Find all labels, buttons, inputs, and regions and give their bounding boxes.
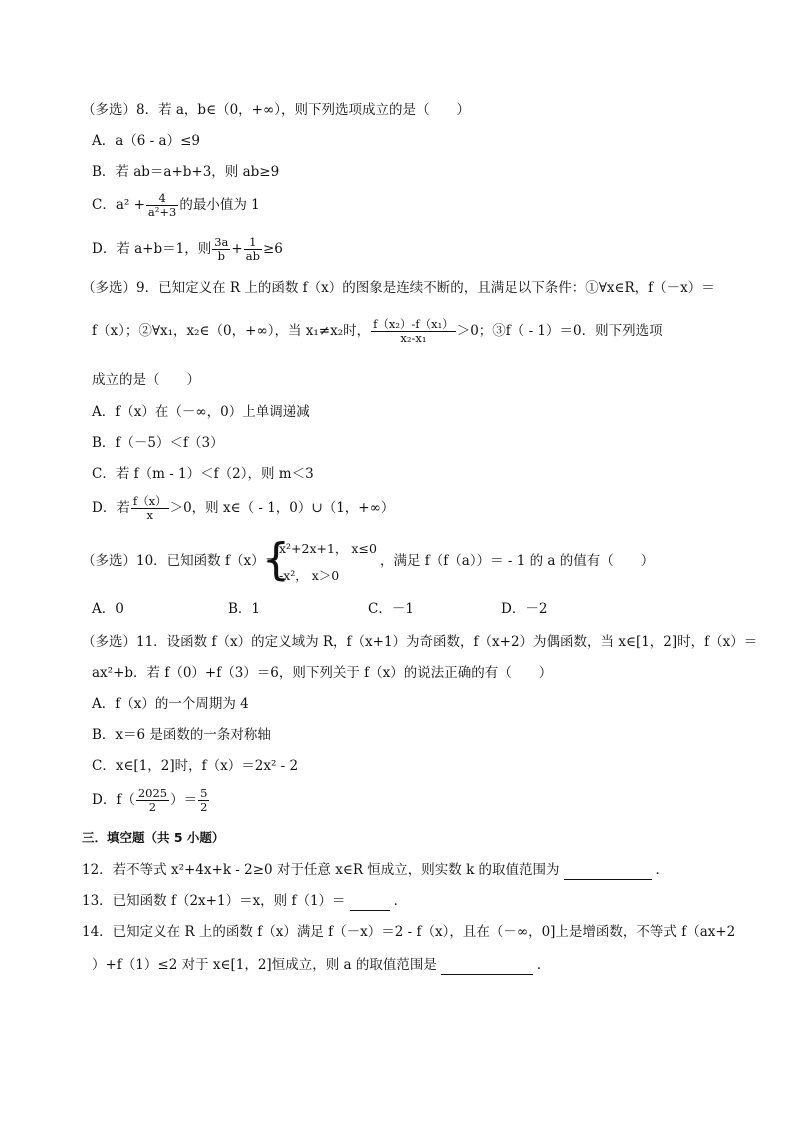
q8-stem: （多选）8．若 a，b∈（0，+∞），则下列选项成立的是（ ） [82,102,470,118]
q12 [82,860,669,880]
q9-line2 [92,313,663,349]
q9-option-c: C．若 f（m - 1）＜f（2），则 m＜3 [92,466,314,482]
q11-d-pre: D．f（ [92,792,135,808]
q13-post: ． [393,893,408,909]
q9-option-b: B．f（－5）＜f（3） [92,435,224,451]
q9-line2-post: ＞0；③f（ - 1）＝0．则下列选项 [456,323,663,339]
q8-option-a: A．a（6 - a）≤9 [92,133,200,149]
q9-d-num: f（x） [132,494,167,508]
q12-answer-blank[interactable] [564,865,652,880]
q14-text: ）+f（1）≤2 对于 x∈[1，2]恒成立，则 a 的取值范围是 [92,957,437,973]
q8-d-den1: b [217,249,225,263]
q8-d-num1: 3a [214,235,229,249]
q9-d-post: ＞0，则 x∈（ - 1，0）∪（1，+∞） [169,500,395,516]
q8-c-fraction [146,192,178,219]
section-heading: 三．填空题（共 5 小题） [82,830,225,845]
q10-option-d: D．－2 [501,601,548,617]
q10-option-a: A．0 [92,601,124,617]
q9-line1: （多选）9．已知定义在 R 上的函数 f（x）的图象是连续不断的，且满足以下条件：①∀x∈R，f（－x）＝ [82,280,715,296]
q10-stem-pre: （多选）10．已知函数 f（x）＝ [82,553,279,569]
q13-answer-blank[interactable] [350,896,390,911]
q8-c-num: 4 [146,192,178,206]
q8-c-pre: C．a² + [92,197,145,213]
q9-line2-pre: f（x）；②∀x₁，x₂∈（0，+∞），当 x₁≠x₂时， [92,323,371,339]
q12-post: ． [655,862,670,878]
q9-option-d [92,490,394,526]
q10-case1: x²+2x+1， x≤0 [279,541,377,556]
q10-option-b: B．1 [228,601,261,617]
q9-d-den: x [146,508,153,522]
q13-text: 13．已知函数 f（2x+1）＝x，则 f（1）＝ [82,893,346,909]
q10-case2: -x²， x＞0 [279,568,340,583]
q11-d-mid: ）＝ [170,792,198,808]
q11-option-a: A．f（x）的一个周期为 4 [92,696,249,712]
q8-d-pre: D．若 a+b＝1，则 [92,241,212,257]
q13 [82,891,407,911]
q11-d-fraction1 [136,787,169,814]
q8-option-b: B．若 ab＝a+b+3，则 ab≥9 [92,164,280,180]
q9-option-a: A．f（x）在（－∞，0）上单调递减 [92,404,310,420]
q11-option-b: B．x＝6 是函数的一条对称轴 [92,727,271,743]
q8-option-d [92,232,283,266]
q9-d-pre: D．若 [92,500,130,516]
q8-d-fraction2 [244,236,262,263]
q8-d-plus: + [231,241,243,257]
q10-option-c: C．－1 [368,601,414,617]
q8-d-fraction1 [212,236,230,263]
q11-d-fraction2 [198,787,209,814]
q8-option-c [92,188,260,222]
q9-fraction [371,318,456,345]
q8-d-post: ≥6 [262,241,283,257]
q11-d-num2: 5 [200,786,208,800]
q14-line2 [92,955,550,975]
q10-stem-post: ，满足 f（f（a））＝ - 1 的 a 的值有（ ） [380,553,655,569]
q9-line3: 成立的是（ ） [92,372,200,388]
q12-text: 12．若不等式 x²+4x+k - 2≥0 对于任意 x∈R 恒成立，则实数 k 的取值范围为 [82,862,560,878]
q11-d-den: 2 [148,800,157,814]
q8-d-den2: ab [245,249,260,263]
q11-option-c: C．x∈[1，2]时，f（x）＝2x² - 2 [92,758,299,774]
q11-line2: ax²+b．若 f（0）+f（3）＝6，则下列关于 f（x）的说法正确的有（ ） [92,665,553,681]
q11-option-d [92,782,210,818]
q9-d-fraction [131,495,169,522]
q11-d-num: 2025 [137,786,168,800]
q11-line1: （多选）11．设函数 f（x）的定义域为 R，f（x+1）为奇函数，f（x+2）为偶函数，当 x∈[1，2]时，f（x）＝ [82,634,758,650]
q10-brace: { [262,534,290,585]
q11-d-den2: 2 [200,800,208,814]
q8-c-post: 的最小值为 1 [179,197,260,213]
q8-d-num2: 1 [244,236,262,250]
q9-frac-num: f（x₂）-f（x₁） [373,317,454,331]
q8-c-den: a²+3 [147,205,177,219]
q14-post: ． [536,957,551,973]
q14-line1: 14．已知定义在 R 上的函数 f（x）满足 f（－x）＝2 - f（x），且在（－∞，0]上是增函数，不等式 f（ax+2 [82,924,736,940]
q14-answer-blank[interactable] [441,960,533,975]
q9-frac-den: x₂-x₁ [400,331,427,345]
